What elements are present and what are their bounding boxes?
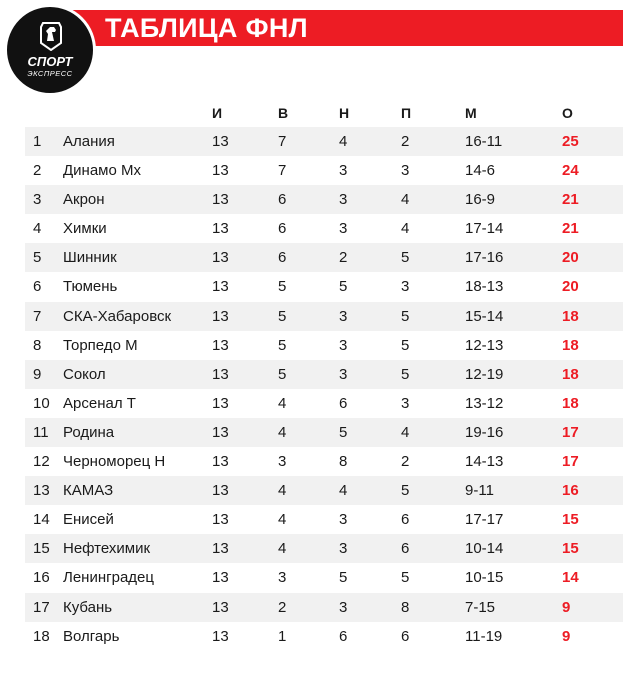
logo-wordmark: СПОРТ xyxy=(27,54,73,69)
games-cell: 13 xyxy=(212,569,229,587)
team-name-cell: Родина xyxy=(63,423,115,441)
table-row xyxy=(25,127,623,156)
points-cell: 14 xyxy=(562,569,579,587)
header-points: О xyxy=(562,105,573,121)
header-wins: В xyxy=(278,105,289,121)
team-name-cell: Тюмень xyxy=(63,278,118,296)
position-cell: 4 xyxy=(33,220,42,238)
draws-cell: 8 xyxy=(339,453,348,471)
header-goals: М xyxy=(465,105,477,121)
wins-cell: 6 xyxy=(278,220,287,238)
points-cell: 20 xyxy=(562,278,579,296)
team-name-cell: Кубань xyxy=(63,598,113,616)
points-cell: 20 xyxy=(562,249,579,267)
position-cell: 11 xyxy=(33,423,49,441)
points-cell: 16 xyxy=(562,482,579,500)
wins-cell: 3 xyxy=(278,569,287,587)
team-name-cell: Сокол xyxy=(63,365,106,383)
games-cell: 13 xyxy=(212,220,229,238)
games-cell: 13 xyxy=(212,133,229,150)
draws-cell: 3 xyxy=(339,598,348,616)
goals-cell: 13-12 xyxy=(465,394,504,412)
wins-cell: 4 xyxy=(278,423,287,441)
goals-cell: 19-16 xyxy=(465,423,504,441)
goals-cell: 18-13 xyxy=(465,278,504,296)
draws-cell: 3 xyxy=(339,191,348,209)
table-row xyxy=(25,389,623,418)
team-name-cell: Нефтехимик xyxy=(63,540,151,558)
wins-cell: 6 xyxy=(278,191,287,209)
losses-cell: 3 xyxy=(401,278,410,296)
draws-cell: 4 xyxy=(339,482,348,500)
team-name-cell: Енисей xyxy=(63,511,114,529)
position-cell: 9 xyxy=(33,365,42,383)
goals-cell: 17-16 xyxy=(465,249,504,267)
losses-cell: 5 xyxy=(401,336,410,354)
team-name-cell: Химки xyxy=(63,220,107,238)
games-cell: 13 xyxy=(212,191,229,209)
games-cell: 13 xyxy=(212,598,229,616)
team-name-cell: СКА-Хабаровск xyxy=(63,307,172,325)
standings-table xyxy=(25,99,623,651)
table-row xyxy=(25,505,623,534)
table-row xyxy=(25,593,623,622)
goals-cell: 12-13 xyxy=(465,336,504,354)
losses-cell: 4 xyxy=(401,191,410,209)
position-cell: 17 xyxy=(33,598,50,616)
losses-cell: 2 xyxy=(401,453,410,471)
table-row xyxy=(25,302,623,331)
games-cell: 13 xyxy=(212,249,229,267)
points-cell: 15 xyxy=(562,511,579,529)
games-cell: 13 xyxy=(212,540,229,558)
points-cell: 15 xyxy=(562,540,579,558)
table-row xyxy=(25,243,623,272)
wins-cell: 5 xyxy=(278,365,287,383)
position-cell: 12 xyxy=(33,453,50,471)
losses-cell: 5 xyxy=(401,249,410,267)
position-cell: 8 xyxy=(33,336,42,354)
points-cell: 18 xyxy=(562,365,579,383)
draws-cell: 5 xyxy=(339,423,348,441)
games-cell: 13 xyxy=(212,423,229,441)
goals-cell: 10-14 xyxy=(465,540,504,558)
wins-cell: 7 xyxy=(278,133,287,150)
losses-cell: 3 xyxy=(401,162,410,180)
header-losses: П xyxy=(401,105,412,121)
team-name-cell: КАМАЗ xyxy=(63,482,114,500)
losses-cell: 2 xyxy=(401,133,410,150)
draws-cell: 6 xyxy=(339,394,348,412)
goals-cell: 14-13 xyxy=(465,453,504,471)
losses-cell: 5 xyxy=(401,569,410,587)
position-cell: 3 xyxy=(33,191,42,209)
header-draws: Н xyxy=(339,105,350,121)
goals-cell: 9-11 xyxy=(465,482,494,500)
points-cell: 18 xyxy=(562,336,579,354)
losses-cell: 5 xyxy=(401,307,410,325)
points-cell: 17 xyxy=(562,423,579,441)
wins-cell: 4 xyxy=(278,540,287,558)
wins-cell: 3 xyxy=(278,453,287,471)
draws-cell: 3 xyxy=(339,365,348,383)
position-cell: 13 xyxy=(33,482,50,500)
wins-cell: 5 xyxy=(278,336,287,354)
losses-cell: 6 xyxy=(401,627,410,645)
draws-cell: 3 xyxy=(339,220,348,238)
header-games: И xyxy=(212,105,223,121)
wins-cell: 4 xyxy=(278,394,287,412)
losses-cell: 5 xyxy=(401,365,410,383)
position-cell: 5 xyxy=(33,249,42,267)
team-name-cell: Алания xyxy=(63,133,115,150)
wins-cell: 5 xyxy=(278,307,287,325)
games-cell: 13 xyxy=(212,278,229,296)
table-row xyxy=(25,534,623,563)
losses-cell: 6 xyxy=(401,540,410,558)
games-cell: 13 xyxy=(212,307,229,325)
table-row xyxy=(25,622,623,651)
draws-cell: 2 xyxy=(339,249,348,267)
position-cell: 16 xyxy=(33,569,50,587)
table-row xyxy=(25,214,623,243)
games-cell: 13 xyxy=(212,162,229,180)
position-cell: 6 xyxy=(33,278,42,296)
wins-cell: 4 xyxy=(278,511,287,529)
draws-cell: 3 xyxy=(339,162,348,180)
wins-cell: 7 xyxy=(278,162,287,180)
games-cell: 13 xyxy=(212,627,229,645)
position-cell: 18 xyxy=(33,627,50,645)
goals-cell: 17-17 xyxy=(465,511,504,529)
losses-cell: 4 xyxy=(401,220,410,238)
goals-cell: 17-14 xyxy=(465,220,504,238)
losses-cell: 3 xyxy=(401,394,410,412)
wins-cell: 6 xyxy=(278,249,287,267)
games-cell: 13 xyxy=(212,511,229,529)
table-body xyxy=(25,127,623,651)
points-cell: 17 xyxy=(562,453,579,471)
team-name-cell: Волгарь xyxy=(63,627,120,645)
table-header xyxy=(25,99,623,127)
goals-cell: 16-9 xyxy=(465,191,496,209)
points-cell: 9 xyxy=(562,598,571,616)
horse-head-icon xyxy=(39,21,63,51)
points-cell: 24 xyxy=(562,162,579,180)
table-row xyxy=(25,360,623,389)
games-cell: 13 xyxy=(212,482,229,500)
table-row xyxy=(25,156,623,185)
logo-subtitle: ЭКСПРЕСС xyxy=(27,69,73,78)
table-row xyxy=(25,418,623,447)
draws-cell: 4 xyxy=(339,133,348,150)
goals-cell: 10-15 xyxy=(465,569,504,587)
team-name-cell: Торпедо М xyxy=(63,336,138,354)
position-cell: 15 xyxy=(33,540,50,558)
points-cell: 18 xyxy=(562,394,579,412)
goals-cell: 14-6 xyxy=(465,162,496,180)
losses-cell: 5 xyxy=(401,482,410,500)
team-name-cell: Черноморец Н xyxy=(63,453,166,471)
points-cell: 21 xyxy=(562,220,579,238)
games-cell: 13 xyxy=(212,336,229,354)
games-cell: 13 xyxy=(212,365,229,383)
position-cell: 7 xyxy=(33,307,42,325)
table-row xyxy=(25,272,623,301)
team-name-cell: Арсенал Т xyxy=(63,394,136,412)
points-cell: 9 xyxy=(562,627,571,645)
team-name-cell: Ленинградец xyxy=(63,569,154,587)
title-banner xyxy=(30,10,623,46)
goals-cell: 12-19 xyxy=(465,365,504,383)
losses-cell: 6 xyxy=(401,511,410,529)
losses-cell: 8 xyxy=(401,598,410,616)
table-row xyxy=(25,476,623,505)
wins-cell: 4 xyxy=(278,482,287,500)
team-name-cell: Шинник xyxy=(63,249,117,267)
wins-cell: 1 xyxy=(278,627,287,645)
wins-cell: 2 xyxy=(278,598,287,616)
draws-cell: 3 xyxy=(339,336,348,354)
games-cell: 13 xyxy=(212,394,229,412)
position-cell: 10 xyxy=(33,394,50,412)
goals-cell: 15-14 xyxy=(465,307,504,325)
draws-cell: 3 xyxy=(339,540,348,558)
goals-cell: 11-19 xyxy=(465,627,503,645)
draws-cell: 6 xyxy=(339,627,348,645)
table-row xyxy=(25,447,623,476)
points-cell: 25 xyxy=(562,133,579,150)
points-cell: 18 xyxy=(562,307,579,325)
page-title: ТАБЛИЦА ФНЛ xyxy=(105,13,308,43)
table-row xyxy=(25,331,623,360)
position-cell: 1 xyxy=(33,133,42,150)
losses-cell: 4 xyxy=(401,423,410,441)
goals-cell: 16-11 xyxy=(465,133,503,150)
table-row xyxy=(25,563,623,592)
position-cell: 14 xyxy=(33,511,50,529)
draws-cell: 3 xyxy=(339,307,348,325)
goals-cell: 7-15 xyxy=(465,598,496,616)
wins-cell: 5 xyxy=(278,278,287,296)
sport-express-logo xyxy=(4,4,96,96)
team-name-cell: Акрон xyxy=(63,191,105,209)
team-name-cell: Динамо Мх xyxy=(63,162,141,180)
games-cell: 13 xyxy=(212,453,229,471)
draws-cell: 3 xyxy=(339,511,348,529)
draws-cell: 5 xyxy=(339,569,348,587)
points-cell: 21 xyxy=(562,191,579,209)
draws-cell: 5 xyxy=(339,278,348,296)
position-cell: 2 xyxy=(33,162,42,180)
table-row xyxy=(25,185,623,214)
